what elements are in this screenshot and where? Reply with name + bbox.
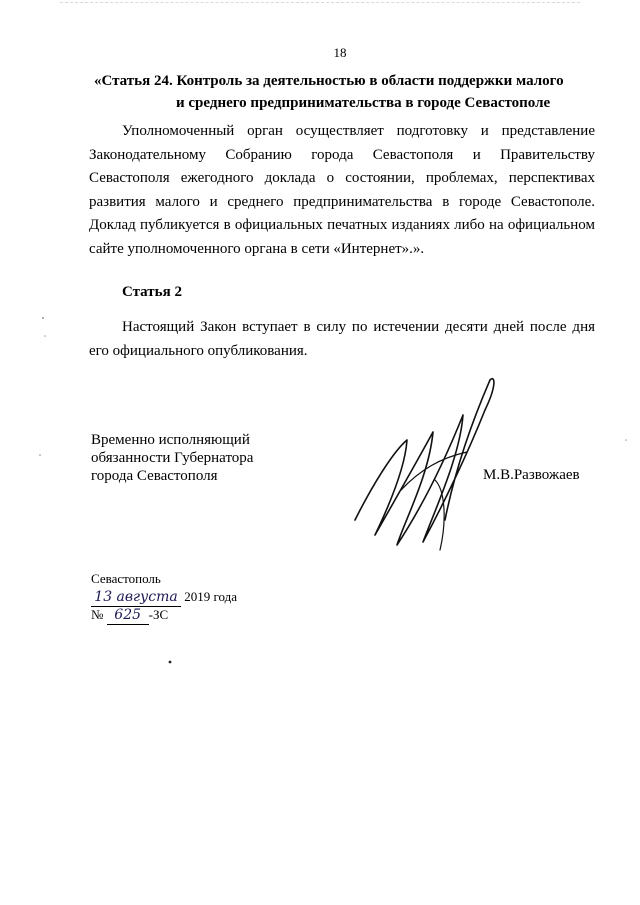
signer-line-1: Временно исполняющий [91,432,250,448]
footer-date-suffix: 2019 года [184,589,238,604]
article-2-title: Статья 2 [122,284,182,300]
heading-line-2: и среднего предпринимательства в городе Севастополе [176,95,551,111]
handwritten-number: 625 [107,606,149,625]
article-24-paragraph: Уполномоченный орган осуществляет подготовку и представление Законодательному Собранию города Севастополя и Правительству Севастополя ежегодного доклада о состоянии, проблемах, перспективах развития малого и среднего предпринимательства в городе Севастополе. Доклад публикуется в официальных печатных изданиях либо на официальном сайте уполномоченного органа в сети «Интернет».». [89,123,595,257]
handwritten-date: 13 августа [91,588,181,607]
signer-name: М.В.Развожаев [483,467,580,483]
signer-line-3: города Севастополя [91,468,218,484]
footer-number-prefix: № [91,607,104,622]
article-2-paragraph: Настоящий Закон вступает в силу по истечении десяти дней после дня его официального опубликования. [89,319,595,359]
heading-line-1: «Статья 24. Контроль за деятельностью в области поддержки малого [94,73,564,89]
footer-city: Севастополь [91,571,161,586]
signer-line-2: обязанности Губернатора [91,450,254,466]
page-number: 18 [333,45,347,60]
footer-number-suffix: -ЗС [148,607,169,622]
